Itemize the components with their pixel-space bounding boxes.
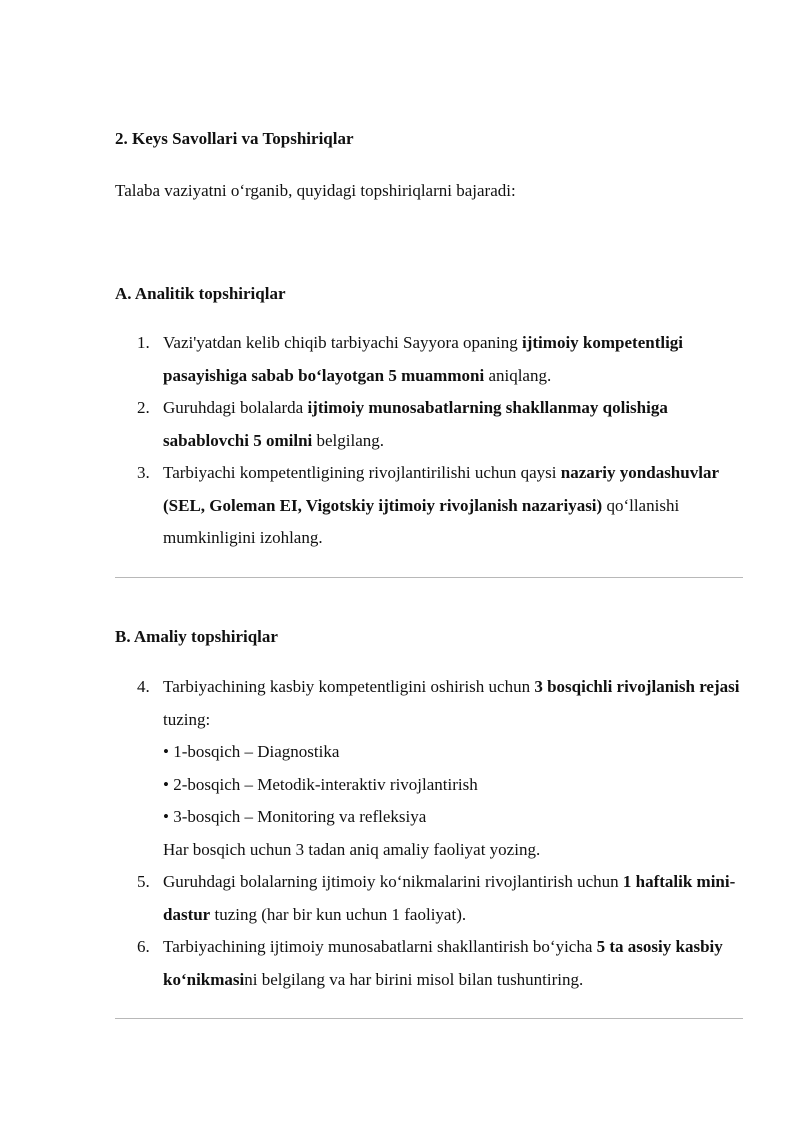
- list-item-number: 4.: [137, 677, 150, 696]
- list-item-number: 5.: [137, 872, 150, 891]
- list-item-bold: 3 bosqichli rivojlanish rejasi: [534, 677, 740, 696]
- stage-line: • 1-bosqich – Diagnostika: [163, 742, 340, 761]
- list-item-bold: 1 haftalik mini-dastur: [163, 872, 736, 924]
- stage-note: Har bosqich uchun 3 tadan aniq amaliy faoliyat yozing.: [163, 839, 541, 859]
- section-divider: [115, 577, 743, 578]
- list-item: [115, 671, 743, 866]
- list-item-text: Guruhdagi bolalarning ijtimoiy ko‘nikmalarini rivojlantirish uchun: [163, 872, 623, 891]
- section-intro: Talaba vaziyatni o‘rganib, quyidagi topshiriqlarni bajaradi:: [115, 181, 516, 200]
- list-item-number: 1.: [137, 333, 150, 352]
- section-title-analitik: A. Analitik topshiriqlar: [115, 284, 286, 303]
- list-item-number: 6.: [137, 937, 150, 956]
- list-item-bold: ijtimoiy munosabatlarning shakllanmay qolishiga sabablovchi 5 omilni: [163, 398, 668, 450]
- list-item-number: 2.: [137, 398, 150, 417]
- stage-line: • 2-bosqich – Metodik-interaktiv rivojlantirish: [163, 774, 478, 794]
- list-item: [115, 392, 743, 457]
- amaliy-task-list: [115, 671, 743, 996]
- list-item: [115, 931, 743, 996]
- stage-line: • 3-bosqich – Monitoring va refleksiya: [163, 807, 427, 826]
- list-item-text: tuzing (har bir kun uchun 1 faoliyat).: [210, 904, 467, 924]
- list-item-text: qo‘llanishi mumkinligini izohlang.: [163, 495, 680, 547]
- list-item-text: Tarbiyachining ijtimoiy munosabatlarni shakllantirish bo‘yicha: [163, 937, 597, 956]
- list-item-number: 3.: [137, 463, 150, 482]
- list-item: [115, 457, 743, 555]
- list-item-bold: 5 ta asosiy kasbiy ko‘nikmasi: [163, 937, 723, 989]
- list-item-text: aniqlang.: [484, 365, 552, 385]
- list-item-bold: ijtimoiy kompetentligi pasayishiga sabab bo‘layotgan 5 muammoni: [163, 333, 684, 385]
- analitik-task-list: [115, 327, 743, 555]
- list-item: [115, 866, 743, 931]
- list-item-text: Tarbiyachining kasbiy kompetentligini oshirish uchun: [163, 677, 535, 696]
- list-item-text: ni belgilang va har birini misol bilan tushuntiring.: [244, 969, 584, 989]
- section-title-amaliy: B. Amaliy topshiriqlar: [115, 627, 278, 646]
- list-item-text: Tarbiyachi kompetentligining rivojlantirilishi uchun qaysi: [163, 463, 561, 482]
- list-item-text: tuzing:: [163, 709, 211, 729]
- list-item-bold: nazariy yondashuvlar (SEL, Goleman EI, Vigotskiy ijtimoiy rivojlanish nazariyasi): [163, 463, 719, 515]
- list-item-text: belgilang.: [312, 430, 385, 450]
- list-item: [115, 327, 743, 392]
- list-item-text: Guruhdagi bolalarda: [163, 398, 308, 417]
- section-title-keys: 2. Keys Savollari va Topshiriqlar: [115, 129, 354, 148]
- list-item-text: Vazi'yatdan kelib chiqib tarbiyachi Sayyora opaning: [163, 333, 523, 352]
- section-divider: [115, 1018, 743, 1019]
